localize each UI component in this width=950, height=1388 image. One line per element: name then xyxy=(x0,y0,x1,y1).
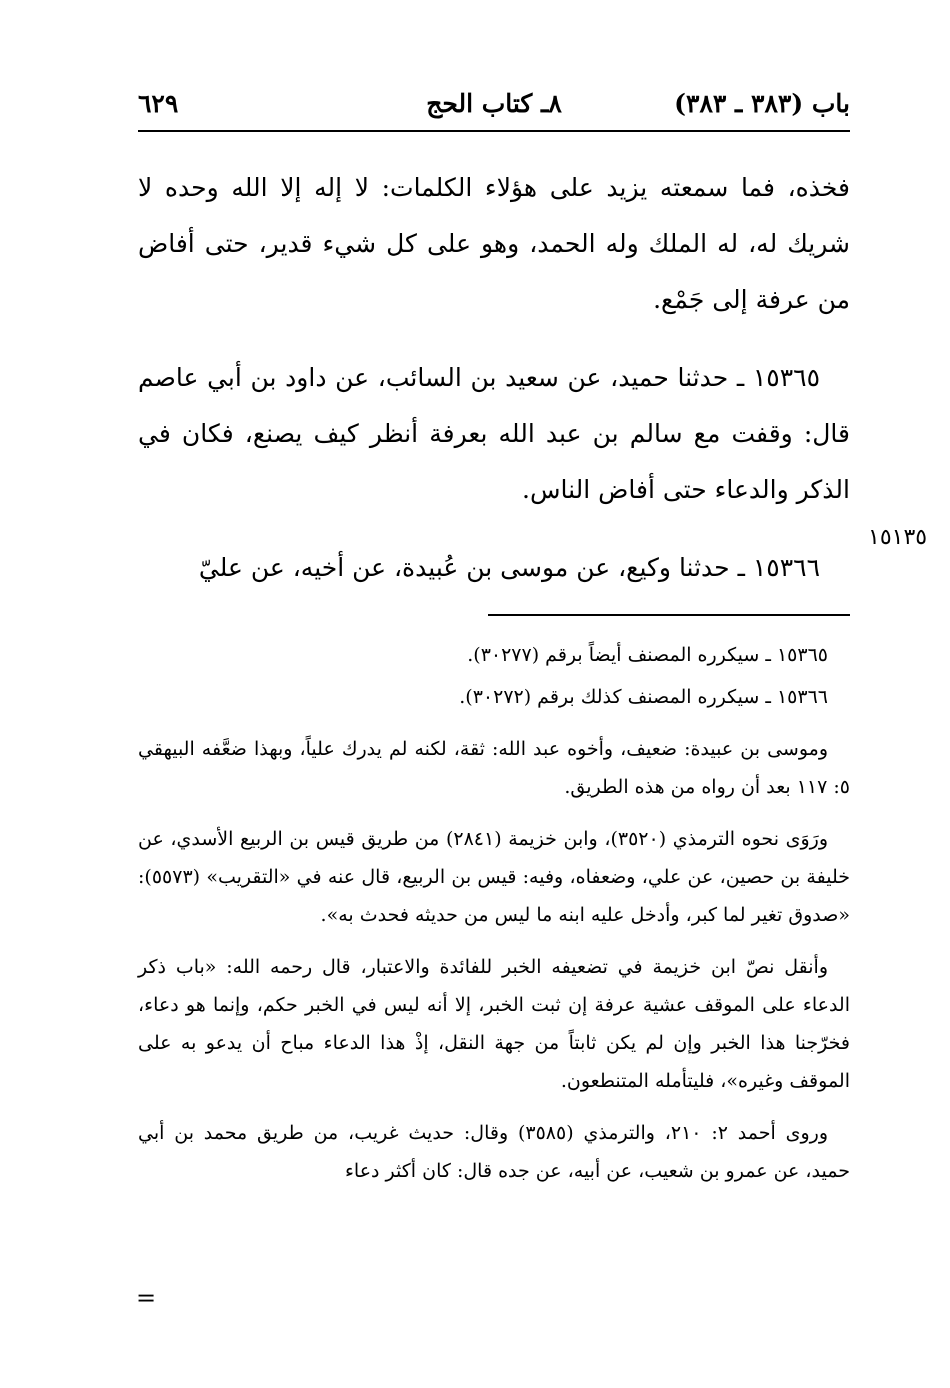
footnote-paragraph-4: وروى أحمد ٢: ٢١٠، والترمذي (٣٥٨٥) وقال: حديث غريب، من طريق محمد بن أبي حميد، عن عمرو بن شعيب، عن أبيه، عن جده قال: كان أكثر دعاء xyxy=(138,1122,850,1182)
book-title: ٨ـ كتاب الحج xyxy=(426,89,562,118)
footnote-divider xyxy=(488,614,850,616)
footnotes xyxy=(138,636,850,1204)
hadith-15365: ١٥٣٦٥ ـ حدثنا حميد، عن سعيد بن السائب، عن داود بن أبي عاصم قال: وقفت مع سالم بن عبد الله بعرفة أنظر كيف يصنع، فكان في الذكر والدعاء حتى أفاض الناس. xyxy=(138,363,850,504)
page-number: ٦٢٩ xyxy=(138,89,179,118)
page-header xyxy=(138,84,850,124)
hadith-15366: ١٥٣٦٦ ـ حدثنا وكيع، عن موسى بن عُبيدة، عن أخيه، عن عليّ xyxy=(198,553,820,582)
chapter-reference: باب (٣٨٣ ـ ٣٨٣) xyxy=(674,89,850,118)
footnote-paragraph-1: وموسى بن عبيدة: ضعيف، وأخوه عبد الله: ثقة، لكنه لم يدرك علياً، وبهذا ضعَّفه البيهقي ٥: ١١٧ بعد أن رواه من هذه الطريق. xyxy=(138,738,850,798)
paragraph-1: فخذه، فما سمعته يزيد على هؤلاء الكلمات: لا إله إلا الله وحده لا شريك له، له الملك وله الحمد، وهو على كل شيء قدير، حتى أفاض من عرفة إلى جَمْع. xyxy=(138,173,850,314)
footnote-paragraph-2: ورَوَى نحوه الترمذي (٣٥٢٠)، وابن خزيمة (٢٨٤١) من طريق قيس بن الربيع الأسدي، عن خليفة بن حصين، عن علي، وضعفاه، وفيه: قيس بن الربيع، قال عنه في «التقريب» (٥٥٧٣): «صدوق تغير لما كبر، وأدخل عليه ابنه ما ليس من حديثه فحدث به». xyxy=(138,828,850,926)
continuation-mark: = xyxy=(136,1284,157,1312)
footnote-15366: ١٥٣٦٦ ـ سيكرره المصنف كذلك برقم (٣٠٢٧٢). xyxy=(459,686,828,708)
main-text xyxy=(138,160,850,618)
footnote-paragraph-3: وأنقل نصّ ابن خزيمة في تضعيفه الخبر للفائدة والاعتبار، قال رحمه الله: «باب ذكر الدعاء على الموقف عشية عرفة إن ثبت الخبر، إلا أنه ليس في الخبر حكم، وإنما هو دعاء، فخرّجنا هذا الخبر وإن لم يكن ثابتاً من جهة النقل، إذْ هذا الدعاء مباح أن يدعو به على الموقف وغيره»، فليتأمله المتنطعون. xyxy=(138,956,850,1092)
footnote-15365: ١٥٣٦٥ ـ سيكرره المصنف أيضاً برقم (٣٠٢٧٧). xyxy=(467,644,828,666)
margin-reference-number: ١٥١٣٥ xyxy=(868,525,928,550)
header-divider xyxy=(138,130,850,132)
